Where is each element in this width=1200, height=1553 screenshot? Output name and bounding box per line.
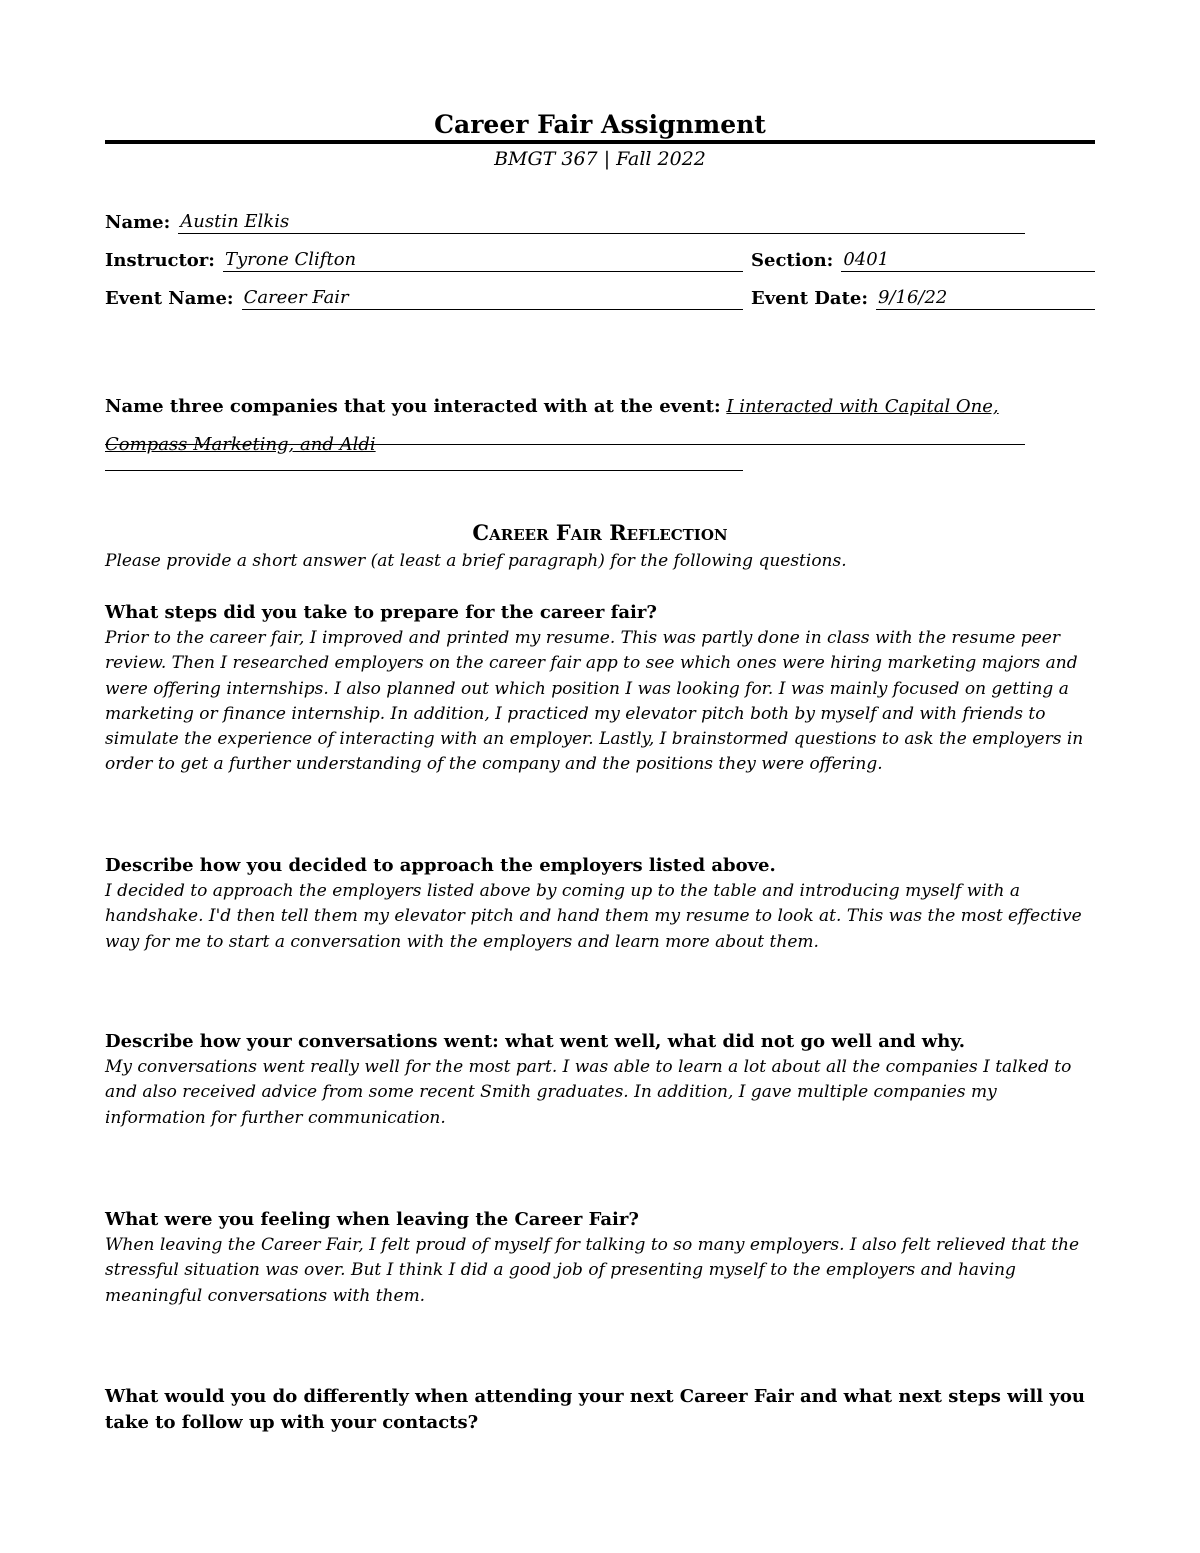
companies-answer: I interacted with Capital One, Compass Marketing, and Aldi: [105, 396, 999, 455]
event-date-label: Event Date:: [751, 288, 868, 309]
title-divider: [105, 140, 1095, 144]
name-label: Name:: [105, 212, 171, 233]
companies-question: [105, 388, 1055, 464]
event-name-label: Event Name:: [105, 288, 234, 309]
event-date-field: [751, 282, 1095, 310]
answer-1: Prior to the career fair, I improved and printed my resume. This was partly done in class with the resume peer review. Then I researched employers on the career fair app to see which ones were hiring marketing majors and were offering internships. I also planned out which position I was looking for. I was mainly focused on getting a marketing or finance internship. In addition, I practiced my elevator pitch both by myself and with friends to simulate the experience of interacting with an employer. Lastly, I brainstormed questions to ask the employers in order to get a further understanding of the company and the positions they were offering.: [105, 628, 1084, 775]
name-field: [105, 206, 1025, 234]
reflection-instructions: Please provide a short answer (at least a brief paragraph) for the following questions.: [105, 551, 847, 571]
question-2: Describe how you decided to approach the employers listed above.: [105, 855, 776, 876]
instructor-value: Tyrone Clifton: [223, 249, 743, 272]
section-label: Section:: [751, 250, 834, 271]
answer-2: I decided to approach the employers listed above by coming up to the table and introducing myself with a handshake. I'd then tell them my elevator pitch and hand them my resume to look at. This was the most effective way for me to start a conversation with the employers and learn more about them.: [105, 881, 1082, 952]
answer-4: When leaving the Career Fair, I felt proud of myself for talking to so many employers. I also felt relieved that the stressful situation was over. But I think I did a good job of presenting myself to the employers and having meaningful conversations with them.: [105, 1235, 1080, 1306]
name-value: Austin Elkis: [178, 211, 1025, 234]
event-date-value: 9/16/22: [876, 287, 1095, 310]
instructor-label: Instructor:: [105, 250, 215, 271]
reflection-heading: Career Fair Reflection: [472, 520, 728, 545]
question-5: What would you do differently when attending your next Career Fair and what next steps will you take to follow up with your contacts?: [105, 1386, 1085, 1433]
event-name-field: [105, 282, 743, 310]
answer-3: My conversations went really well for the most part. I was able to learn a lot about all the companies I talked to and also received advice from some recent Smith graduates. In addition, I gave multiple companies my information for further communication.: [105, 1057, 1072, 1128]
section-field: [751, 244, 1095, 272]
companies-question-label: Name three companies that you interacted with at the event:: [105, 396, 721, 417]
question-4: What were you feeling when leaving the Career Fair?: [105, 1209, 639, 1230]
section-value: 0401: [841, 249, 1095, 272]
event-name-value: Career Fair: [242, 287, 743, 310]
document-title: Career Fair Assignment: [434, 110, 766, 139]
question-3: Describe how your conversations went: what went well, what did not go well and why.: [105, 1031, 966, 1052]
question-1: What steps did you take to prepare for the career fair?: [105, 602, 657, 623]
course-subtitle: BMGT 367 | Fall 2022: [494, 148, 706, 170]
blank-answer-line: [105, 470, 743, 471]
instructor-field: [105, 244, 743, 272]
answer-underline: [105, 444, 1025, 445]
